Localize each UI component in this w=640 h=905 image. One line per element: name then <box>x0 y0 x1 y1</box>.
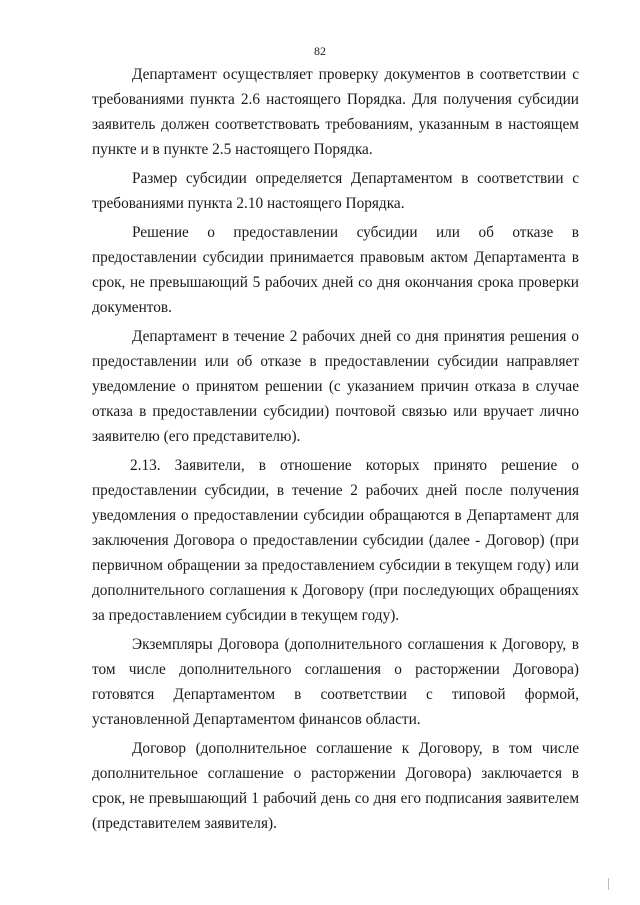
paragraph-decision-term: Решение о предоставлении субсидии или об отказе в предоставлении субсидии принимается правовым актом Департамента в срок, не превышающий 5 рабочих дней со дня окончания срока проверки документов. <box>92 224 579 316</box>
paragraph-2-13-agreement: 2.13. Заявители, в отношение которых принято решение о предоставлении субсидии, в течение 2 рабочих дней после получения уведомления о предоставлении субсидии обращаются в Департамент для заключения Договора о предоставлении субсидии (далее - Договор) (при первичном обращении за предоставлением субсидии в текущем году) или дополнительного соглашения к Договору (при последующих обращениях за предоставлением субсидии в текущем году). <box>92 457 579 624</box>
paragraph-subsidy-amount: Размер субсидии определяется Департаментом в соответствии с требованиями пункта 2.10 настоящего Порядка. <box>92 170 579 212</box>
document-body <box>92 62 579 840</box>
paragraph-document-check: Департамент осуществляет проверку документов в соответствии с требованиями пункта 2.6 настоящего Порядка. Для получения субсидии заявитель должен соответствовать требованиям, указанным в настоящем пункте и в пункте 2.5 настоящего Порядка. <box>92 66 579 158</box>
scan-edge-mark <box>608 878 609 890</box>
paragraph-notification: Департамент в течение 2 рабочих дней со дня принятия решения о предоставлении или об отказе в предоставлении субсидии направляет уведомление о принятом решении (с указанием причин отказа в случае отказа в предоставлении субсидии) почтовой связью или вручает лично заявителю (его представителю). <box>92 328 579 445</box>
paragraph-agreement-signing: Договор (дополнительное соглашение к Договору, в том числе дополнительное соглашение о расторжении Договора) заключается в срок, не превышающий 1 рабочий день со дня его подписания заявителем (представителем заявителя). <box>92 740 579 832</box>
paragraph-agreement-copies: Экземпляры Договора (дополнительного соглашения к Договору, в том числе дополнительного соглашения о расторжении Договора) готовятся Департаментом в соответствии с типовой формой, установленной Департаментом финансов области. <box>92 636 579 728</box>
page-number: 82 <box>314 44 326 58</box>
